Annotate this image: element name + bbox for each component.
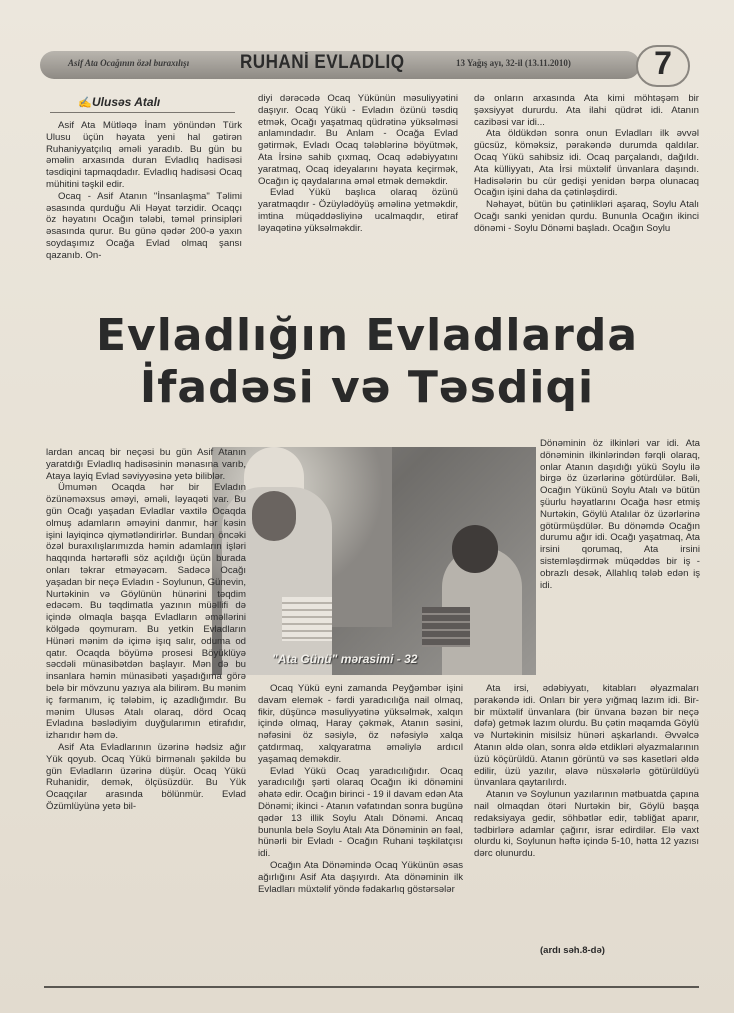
paragraph: Ümumən Ocaqda hər bir Evladın özünəməxsus əməyi, əməli, ləyaqəti var. Bu gün Ocağı yaşadan Evladlar vaxtilə Ocaqda olmuş adamların əməyini danmır, hər kəsin işini layiqincə qiymətləndirirlər. Bundan öncəki özəl buraxılışlarımızda həmin adamların işləri haqqında hərtərəfli söz açıldığı üçün burada onları təkrar etməyəcəm. Sadəcə Ocağı yaşadan bir neçə Evladın - Soylunun, Günevin, Nurtəkinin və Göylünün hünərini təqdim edəcəm. Bu təqdimatla yazının müəllifi də içində olmaqla başqa Evladların əməllərini kölgədə qoymuram. Bu yetkin Evladların Hünəri mənim də içimə işıq salır, oduma od qatır. Ocaqda böyümə prosesi Böyüklüyə səcdəli münasibətdən başlayır. Mən də bu insanlara həmin münasibəti yaşadığıma görə belə bir mövzunu yazıya ala bilirəm. Bu mənim iç fərmanım, iç tələbim, iç azadlığımdır. Bu mənim Ulusəs Atalı olaraq, dörd Ocaq Evladına bəslədiyim duyğularımın etirafıdır, izharıdır həm də. bbox=[46, 482, 246, 742]
pen-icon: ✍ bbox=[78, 97, 92, 109]
section-title: RUHANİ EVLADLIQ bbox=[240, 52, 405, 73]
author-underline bbox=[50, 112, 235, 113]
paragraph: lardan ancaq bir neçəsi bu gün Asif Atanın yaratdığı Evladlıq hadisəsinin mənasına varıb, Ataya layiq Evlad səviyyəsinə yetə biliblər. bbox=[46, 447, 246, 482]
man-head bbox=[252, 491, 296, 541]
paragraph: Nəhayət, bütün bu çətinlikləri aşaraq, Soylu Atalı Ocağı sanki yenidən qurdu. Bununla Ocağın ikinci dönəmi - Soylu Dönəmi başladı. Ocağın Soylu bbox=[474, 199, 699, 234]
issue-date: 13 Yağış ayı, 32-il (13.11.2010) bbox=[456, 58, 571, 68]
paragraph: Ocaq Yükü eyni zamanda Peyğəmbər işini davam elemək - fərdi yaradıcılığa nail olmaq, fikir, düşüncə məsuliyyətinə yüksəlmək, xalqın içində olmaq, Haray çəkmək, Atanın səsini, nəfəsini öz səsiylə, öz nəfəsiylə xalqa çatdırmaq, xalqyaratma əməliylə ardıcıl yaşamaq deməkdir. bbox=[258, 683, 463, 765]
paragraph: Ocağın Ata Dönəmində Ocaq Yükünün əsas ağırlığını Asif Ata daşıyırdı. Ata dönəminin ilk Evladları müxtəlif yöndə fədakarlıq göstərsələr bbox=[258, 859, 463, 895]
continued-note: (ardı səh.8-də) bbox=[540, 945, 605, 956]
page-number: 7 bbox=[654, 45, 672, 81]
headline-line-2: İfadəsi və Təsdiqi bbox=[139, 362, 595, 413]
header-publication-note: Asif Ata Ocağının özəl buraxılışı bbox=[68, 58, 190, 68]
top-column-1 bbox=[46, 120, 242, 262]
paragraph: diyi dərəcədə Ocaq Yükünün məsuliyyətini daşıyır. Ocaq Yükü - Evladın özünü təsdiq etmək, Ocağı yaşatmaq qüdrətinə yüksəlməsi anlamındadır. Bu Anlam - Ocağa Evlad gətirmək, Evladı Ocaq tələblərinə böyütmək, Ata İrsinə sahib çıxmaq, Ocaq ədəbiyyatını yaratmaq, Ocaq ideyalarını həyata keçirmək, Ocağın iç qaydalarına əməl etmək deməkdir. bbox=[258, 93, 458, 187]
paragraph: Ocaq - Asif Atanın "İnsanlaşma" Təlimi əsasında qurduğu Ali Həyat tərzidir. Ocaqçı öz həyatını Ocağın tələbi, təməl prinsipləri əsasında qurur. Bu günə qədər 200-ə yaxın soydaşımız Ocağa Evlad olmaq şansı qazanıb. On- bbox=[46, 190, 242, 261]
woman-head bbox=[452, 525, 498, 573]
photo-caption: "Ata Günü" mərasimi - 32 bbox=[272, 652, 418, 666]
page-header bbox=[40, 45, 698, 87]
paragraph: Evlad Yükü Ocaq yaradıcılığıdır. Ocaq yaradıcılığı şərti olaraq Ocağın iki dönəmini əhatə edir. Ocağın birinci - 19 il davam edən Ata Dönəmi; ikinci - Atanın vəfatından sonra bugünə qədər 13 illik Soylu Atalı Dönəmi. Ancaq bununla belə Soylu Atalı Ata Dönəminin ən fəal, hünərli bir Evladı - Ocağın Ruhani təşkilatçısı idi. bbox=[258, 765, 463, 860]
article-author: Ulusəs Atalı bbox=[92, 95, 161, 109]
top-column-3 bbox=[474, 93, 699, 235]
book-stack bbox=[422, 607, 470, 647]
paragraph: Ata irsi, ədəbiyyatı, kitabları əlyazmaları pərakəndə idi. Onları bir yerə yığmaq lazım idi. Bir-bir müxtəlif ünvanlara (bir ünvana bəzən bir neçə dəfə) getmək lazım olurdu. Bu çətin məqamda Göylü və Nurtəkinin misilsiz hünəri aşkarlandı. Əvvəlcə Atanın əldə olan, sonra əldə etdikləri əlyazmalarının üzü köçürüldü. Atanın görüntü və səs kasetləri əldə edilir, üzü yazılır, əlavə nüsxələrlə götürüldüyü ünvanlara qaytarılırdı. bbox=[474, 683, 699, 789]
article-photo bbox=[212, 447, 536, 675]
headline-line-1: Evladlığın Evladlarda bbox=[95, 310, 639, 361]
bottom-column-2 bbox=[258, 683, 463, 895]
paragraph: Dönəminin öz ilkinləri var idi. Ata dönəminin ilkinlərindən fərqli olaraq, onlar Atanın daşıdığı yükü Soylu ilə birgə öz üzərlərinə götürdülər. Bəli, Ocağın Yükünü Soylu Atalı və bütün şüurlu həyatlarını Ocağa həsr etmiş Nurtəkin, Göylü Atalılar öz üzərlərinə götürmüşdülər. Bu dönəmdə Ocağın durumu ağır idi. Ocağı yaşatmaq, Ata irsini qorumaq, Ata irsini sistemləşdirmək müqəddəs bir iş - obrazlı desək, Allahlıq tələb edən iş idi. bbox=[540, 438, 700, 591]
paragraph: də onların arxasında Ata kimi möhtəşəm bir şəxsiyyət dururdu. Ata ilahi qüdrət idi. Atanın cazibəsi var idi... bbox=[474, 93, 699, 128]
paragraph: Asif Ata Mütləqə İnam yönündən Türk Ulusu üçün həyata yeni hal gətirən Ruhaniyyatçılıq əməli yaradıb. Bu gün bu əməlin arxasında duran Evladlıq hadisəsi təsdiqini tapmaqdadır. Evladlıq hadisəsi Ocaq mühitini təşkil edir. bbox=[46, 120, 242, 190]
book-stack bbox=[282, 597, 332, 641]
bottom-rule bbox=[44, 986, 699, 988]
paragraph: Asif Ata Evladlarının üzərinə hədsiz ağır Yük qoyub. Ocaq Yükü birmənalı şəkildə bu gün Evladların üzərinə düşür. Ocaq Yükü Ruhanidir, demək, ölçüsüzdür. Bu Yük Ocaqçılar arasında bölünmür. Evlad Özümlüyünə yetə bil- bbox=[46, 741, 246, 812]
top-column-2 bbox=[258, 93, 458, 235]
paragraph: Ata öldükdən sonra onun Evladları ilk əvvəl gücsüz, köməksiz, pərakəndə durumda qaldılar. Ocaq Yükü sahibsiz idi. Ocaq parçalandı, dağıldı. Ata külliyyatı, Ata İrsi müxtəlif ünvanlara daşındı. Hadisələrin bu cür gedişi yenidən bərpa olunacaq Ocağın işini daha da çətinləşdirdi. bbox=[474, 128, 699, 199]
bottom-column-1 bbox=[46, 447, 246, 813]
paragraph: Atanın və Soylunun yazılarının mətbuatda çapına nail olmaqdan ötəri Nurtəkin bir, Göylü başqa redaksiyaya gedir, söhbətlər edir, təbliğat aparır, tədbirlərə adamlar çağırır, israr edirdilər. Elə vaxt olurdu ki, Soylunun həftə içində 5-10, hətta 12 yazısı dərc olunurdu. bbox=[474, 789, 699, 860]
bottom-column-3 bbox=[474, 683, 699, 860]
paragraph: Evlad Yükü başlıca olaraq özünü yaratmaqdır - Özüylədöyüş əməlinə yetməkdir, imtina müqəddəsliyinə ucalmaqdır, etiraf ləyaqətinə yüksəlməkdir. bbox=[258, 187, 458, 234]
bottom-column-3-top bbox=[540, 438, 700, 591]
